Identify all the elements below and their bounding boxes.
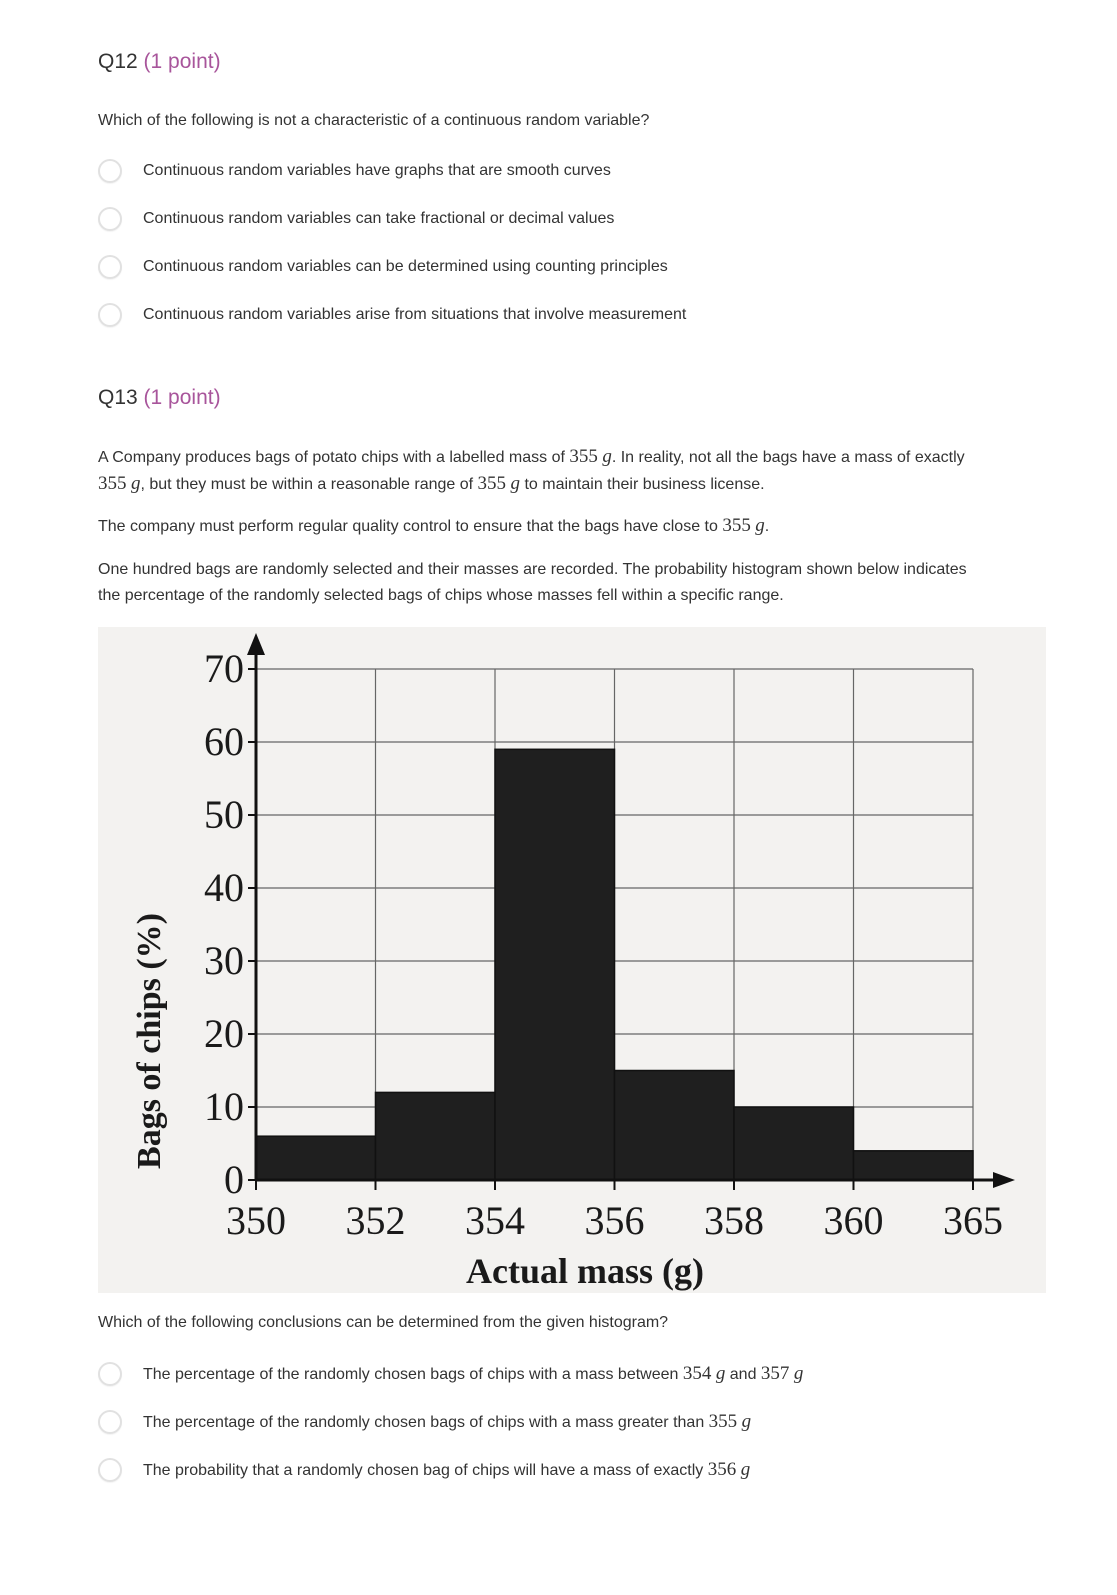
histogram-bar xyxy=(495,749,615,1180)
histogram-bar xyxy=(854,1151,974,1180)
x-axis-label: Actual mass (g) xyxy=(466,1251,704,1291)
x-tick-label: 350 xyxy=(226,1198,286,1243)
radio-button[interactable] xyxy=(98,303,122,327)
y-tick-label: 30 xyxy=(204,938,244,983)
q12-title xyxy=(98,50,221,74)
y-tick-label: 70 xyxy=(204,646,244,691)
q13-question: Which of the following conclusions can be determined from the given histogram? xyxy=(98,1314,669,1331)
y-axis-label: Bags of chips (%) xyxy=(131,913,168,1169)
q13-option-3[interactable] xyxy=(98,1455,750,1485)
y-tick-label: 40 xyxy=(204,865,244,910)
q13-option-2[interactable] xyxy=(98,1407,751,1437)
y-tick-label: 50 xyxy=(204,792,244,837)
q12-option-3[interactable] xyxy=(98,252,668,282)
y-tick-label: 0 xyxy=(224,1157,244,1202)
x-tick-label: 354 xyxy=(465,1198,525,1243)
option-label: Continuous random variables can take fractional or decimal values xyxy=(143,210,615,227)
q13-points: (1 point) xyxy=(143,386,221,409)
y-tick-label: 60 xyxy=(204,719,244,764)
q13-title xyxy=(98,386,221,410)
radio-button[interactable] xyxy=(98,1458,122,1482)
radio-button[interactable] xyxy=(98,1362,122,1386)
option-label: The percentage of the randomly chosen bags of chips with a mass between 354 g and 357 g xyxy=(143,1363,804,1384)
x-tick-label: 352 xyxy=(345,1198,406,1243)
q12-option-4[interactable] xyxy=(98,300,686,330)
q12-prompt: Which of the following is not a characteristic of a continuous random variable? xyxy=(98,112,650,129)
q13-option-1[interactable] xyxy=(98,1359,803,1389)
q13-paragraph-2: The company must perform regular quality control to ensure that the bags have close to 355 g. xyxy=(98,515,770,536)
histogram-bar xyxy=(734,1107,854,1180)
x-tick-label: 356 xyxy=(584,1198,645,1243)
radio-button[interactable] xyxy=(98,255,122,279)
option-label: Continuous random variables can be determined using counting principles xyxy=(143,258,668,275)
option-label: The percentage of the randomly chosen bags of chips with a mass greater than 355 g xyxy=(143,1411,752,1432)
q13-paragraph-3: One hundred bags are randomly selected and their masses are recorded. The probability histogram shown below indicates the percentage of the randomly selected bags of chips whose masses fell within a specific range. xyxy=(98,561,967,604)
y-tick-label: 10 xyxy=(204,1084,244,1129)
x-tick-label: 365 xyxy=(943,1198,1003,1243)
q12-points: (1 point) xyxy=(143,50,221,73)
histogram-chart xyxy=(98,627,1046,1293)
q12-label: Q12 xyxy=(98,50,138,73)
radio-button[interactable] xyxy=(98,207,122,231)
y-tick-label: 20 xyxy=(204,1011,244,1056)
q12-option-2[interactable] xyxy=(98,204,614,234)
option-label: Continuous random variables arise from situations that involve measurement xyxy=(143,306,687,323)
x-tick-label: 358 xyxy=(704,1198,764,1243)
histogram-bar xyxy=(376,1092,496,1180)
q13-paragraph-1: A Company produces bags of potato chips with a labelled mass of 355 g. In reality, not all the bags have a mass of exactly 355 g, but they must be within a reasonable range of 355 g to maintain their business license. xyxy=(98,446,965,494)
option-label: The probability that a randomly chosen bag of chips will have a mass of exactly 356 g xyxy=(143,1459,751,1480)
q13-label: Q13 xyxy=(98,386,138,409)
histogram-bar xyxy=(615,1071,735,1181)
radio-button[interactable] xyxy=(98,1410,122,1434)
histogram-bar xyxy=(256,1136,376,1180)
radio-button[interactable] xyxy=(98,159,122,183)
x-tick-label: 360 xyxy=(823,1198,884,1243)
option-label: Continuous random variables have graphs that are smooth curves xyxy=(143,162,611,179)
q12-option-1[interactable] xyxy=(98,156,611,186)
